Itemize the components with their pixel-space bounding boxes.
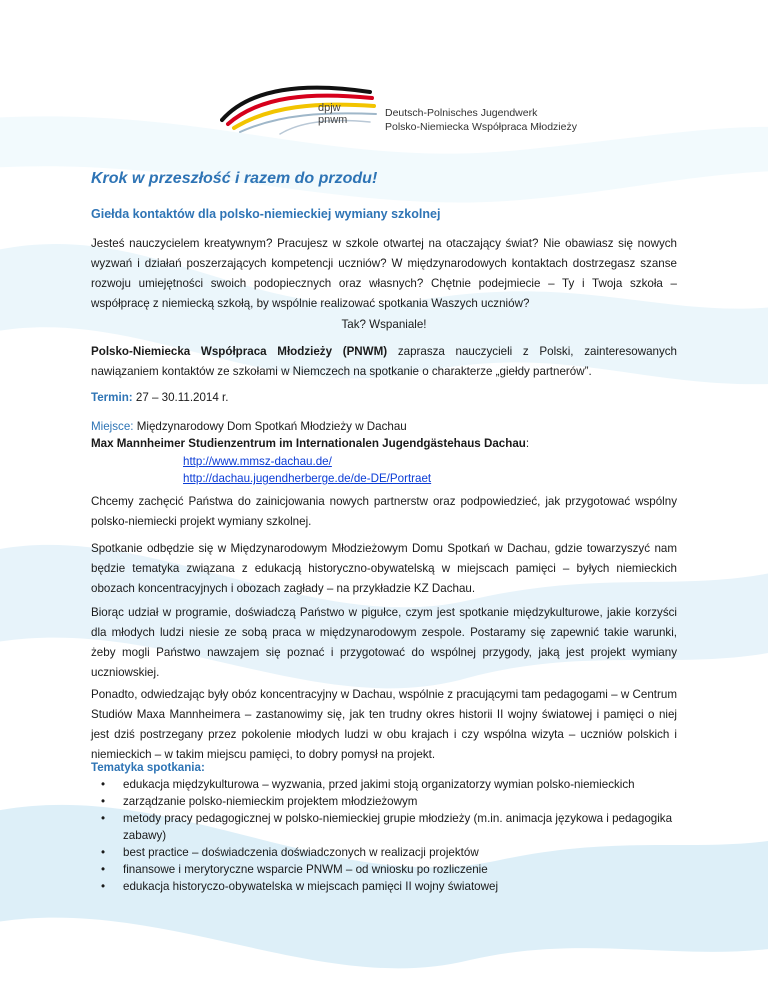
term-value: 27 – 30.11.2014 r. [132, 391, 229, 404]
list-item [91, 844, 677, 861]
logo-abbr-dpjw: dpjw [318, 102, 341, 114]
logo-name-polish: Polsko-Niemiecka Współpraca Młodzieży [385, 121, 577, 133]
list-item [91, 861, 677, 878]
invitation-paragraph [91, 342, 677, 382]
place-value: Międzynarodowy Dom Spotkań Młodzieży w Dachau [133, 420, 407, 433]
bullet-icon: • [101, 846, 106, 859]
bullet-icon: • [101, 795, 106, 808]
term-line [91, 388, 677, 408]
place-line [91, 418, 677, 435]
logo-name-german: Deutsch-Polnisches Jugendwerk [385, 107, 538, 119]
answer-line: Tak? Wspaniale! [341, 318, 427, 331]
subheading: Giełda kontaktów dla polsko-niemieckiej wymiany szkolnej [91, 207, 441, 221]
topics-section [91, 759, 677, 895]
logo-swoosh-icon [220, 78, 380, 138]
bullet-icon: • [101, 880, 106, 893]
invitation-text: zaprasza nauczycieli z Polski, zainteresowanych nawiązaniem kontaktów ze szkołami w Niemczech na spotkanie o charakterze „giełdy partnerów”. [91, 345, 678, 378]
topic-text: zarządzanie polsko-niemieckim projektem młodzieżowym [123, 795, 418, 808]
list-item [91, 776, 677, 793]
link-mmsz-dachau[interactable]: http://www.mmsz-dachau.de/ [183, 455, 332, 468]
venue-line [91, 435, 677, 452]
list-item [91, 793, 677, 810]
logo-abbr-pnwm: pnwm [318, 114, 348, 126]
place-links [183, 453, 431, 487]
paragraph-dachau-visit: Ponadto, odwiedzając były obóz koncentracyjny w Dachau, wspólnie z pracującymi tam pedagogami – w Centrum Studiów Maxa Mannheimera – zastanowimy się, jak ten trudny okres historii II wojny światowej i pamięci o niej jest dziś postrzegany przez pokolenie młodych ludzi w obu krajach i czy wspólna wizyta – uczniów polskich i niemieckich – w takim miejscu pamięci, to dobry pomysł na projekt. [91, 688, 677, 761]
logo-abbreviation [318, 102, 347, 126]
bullet-icon: • [101, 863, 106, 876]
topic-text: best practice – doświadczenia doświadczonych w realizacji projektów [123, 846, 479, 859]
term-label: Termin: [91, 391, 133, 404]
intro-paragraph: Jesteś nauczycielem kreatywnym? Pracujesz w szkole otwartej na otaczający świat? Nie obawiasz się nowych wyzwań i działań poszerzających kompetencji uczniów? W międzynarodowych kontaktach dostrzegasz szanse rozwoju umiejętności swoich podopiecznych oraz własnych? Chętnie podejmiecie – Ty i Twoja szkoła – współpracę z niemiecką szkołą, by wspólnie realizować spotkania Waszych uczniów? [91, 237, 677, 310]
logo-organization-name [385, 106, 577, 134]
topic-text: edukacja historyczo-obywatelska w miejscach pamięci II wojny światowej [123, 880, 499, 893]
place-label: Miejsce: [91, 420, 134, 433]
topic-text: finansowe i merytoryczne wsparcie PNWM – od wniosku po rozliczenie [123, 863, 488, 876]
list-item [91, 810, 677, 844]
headline: Krok w przeszłość i razem do przodu! [91, 170, 378, 187]
bullet-icon: • [101, 812, 106, 825]
paragraph-partnership: Chcemy zachęcić Państwa do zainicjowania nowych partnerstw oraz podpowiedzieć, jak przygotować wspólny polsko-niemiecki projekt wymiany szkolnej. [91, 495, 677, 528]
topic-text: edukacja międzykulturowa – wyzwania, przed jakimi stoją organizatorzy wymian polsko-niemieckich [123, 778, 635, 791]
organization-name: Polsko-Niemiecka Współpraca Młodzieży (PNWM) [91, 345, 388, 358]
bullet-icon: • [101, 778, 106, 791]
venue-suffix: : [525, 437, 530, 450]
topics-list [91, 776, 677, 895]
dpjw-pnwm-logo [220, 78, 580, 138]
place-block [91, 418, 677, 452]
paragraph-meeting-place: Spotkanie odbędzie się w Międzynarodowym Młodzieżowym Domu Spotkań w Dachau, gdzie towarzyszyć nam będzie tematyka związana z edukacją historyczno-obywatelską w miejscach pamięci – byłych niemieckich obozach koncentracyjnych i obozach zagłady – na przykładzie KZ Dachau. [91, 542, 677, 595]
topics-title: Tematyka spotkania: [91, 761, 205, 774]
venue-name: Max Mannheimer Studienzentrum im Internationalen Jugendgästehaus Dachau [91, 437, 526, 450]
link-jugendherberge-dachau[interactable]: http://dachau.jugendherberge.de/de-DE/Portraet [183, 472, 432, 485]
paragraph-program: Biorąc udział w programie, doświadczą Państwo w pigułce, czym jest spotkanie międzykulturowe, jakie korzyści dla młodych ludzi niesie ze sobą praca w międzynarodowym zespole. Postaramy się zapewnić takie warunki, żeby mogli Państwo nawzajem się poznać i przygotować do wspólnej przygody, jaką jest projekt wymiany uczniowskiej. [91, 606, 677, 679]
list-item [91, 878, 677, 895]
topic-text: metody pracy pedagogicznej w polsko-niemieckiej grupie młodzieży (m.in. animacja językowa i pedagogika zabawy) [123, 812, 673, 842]
